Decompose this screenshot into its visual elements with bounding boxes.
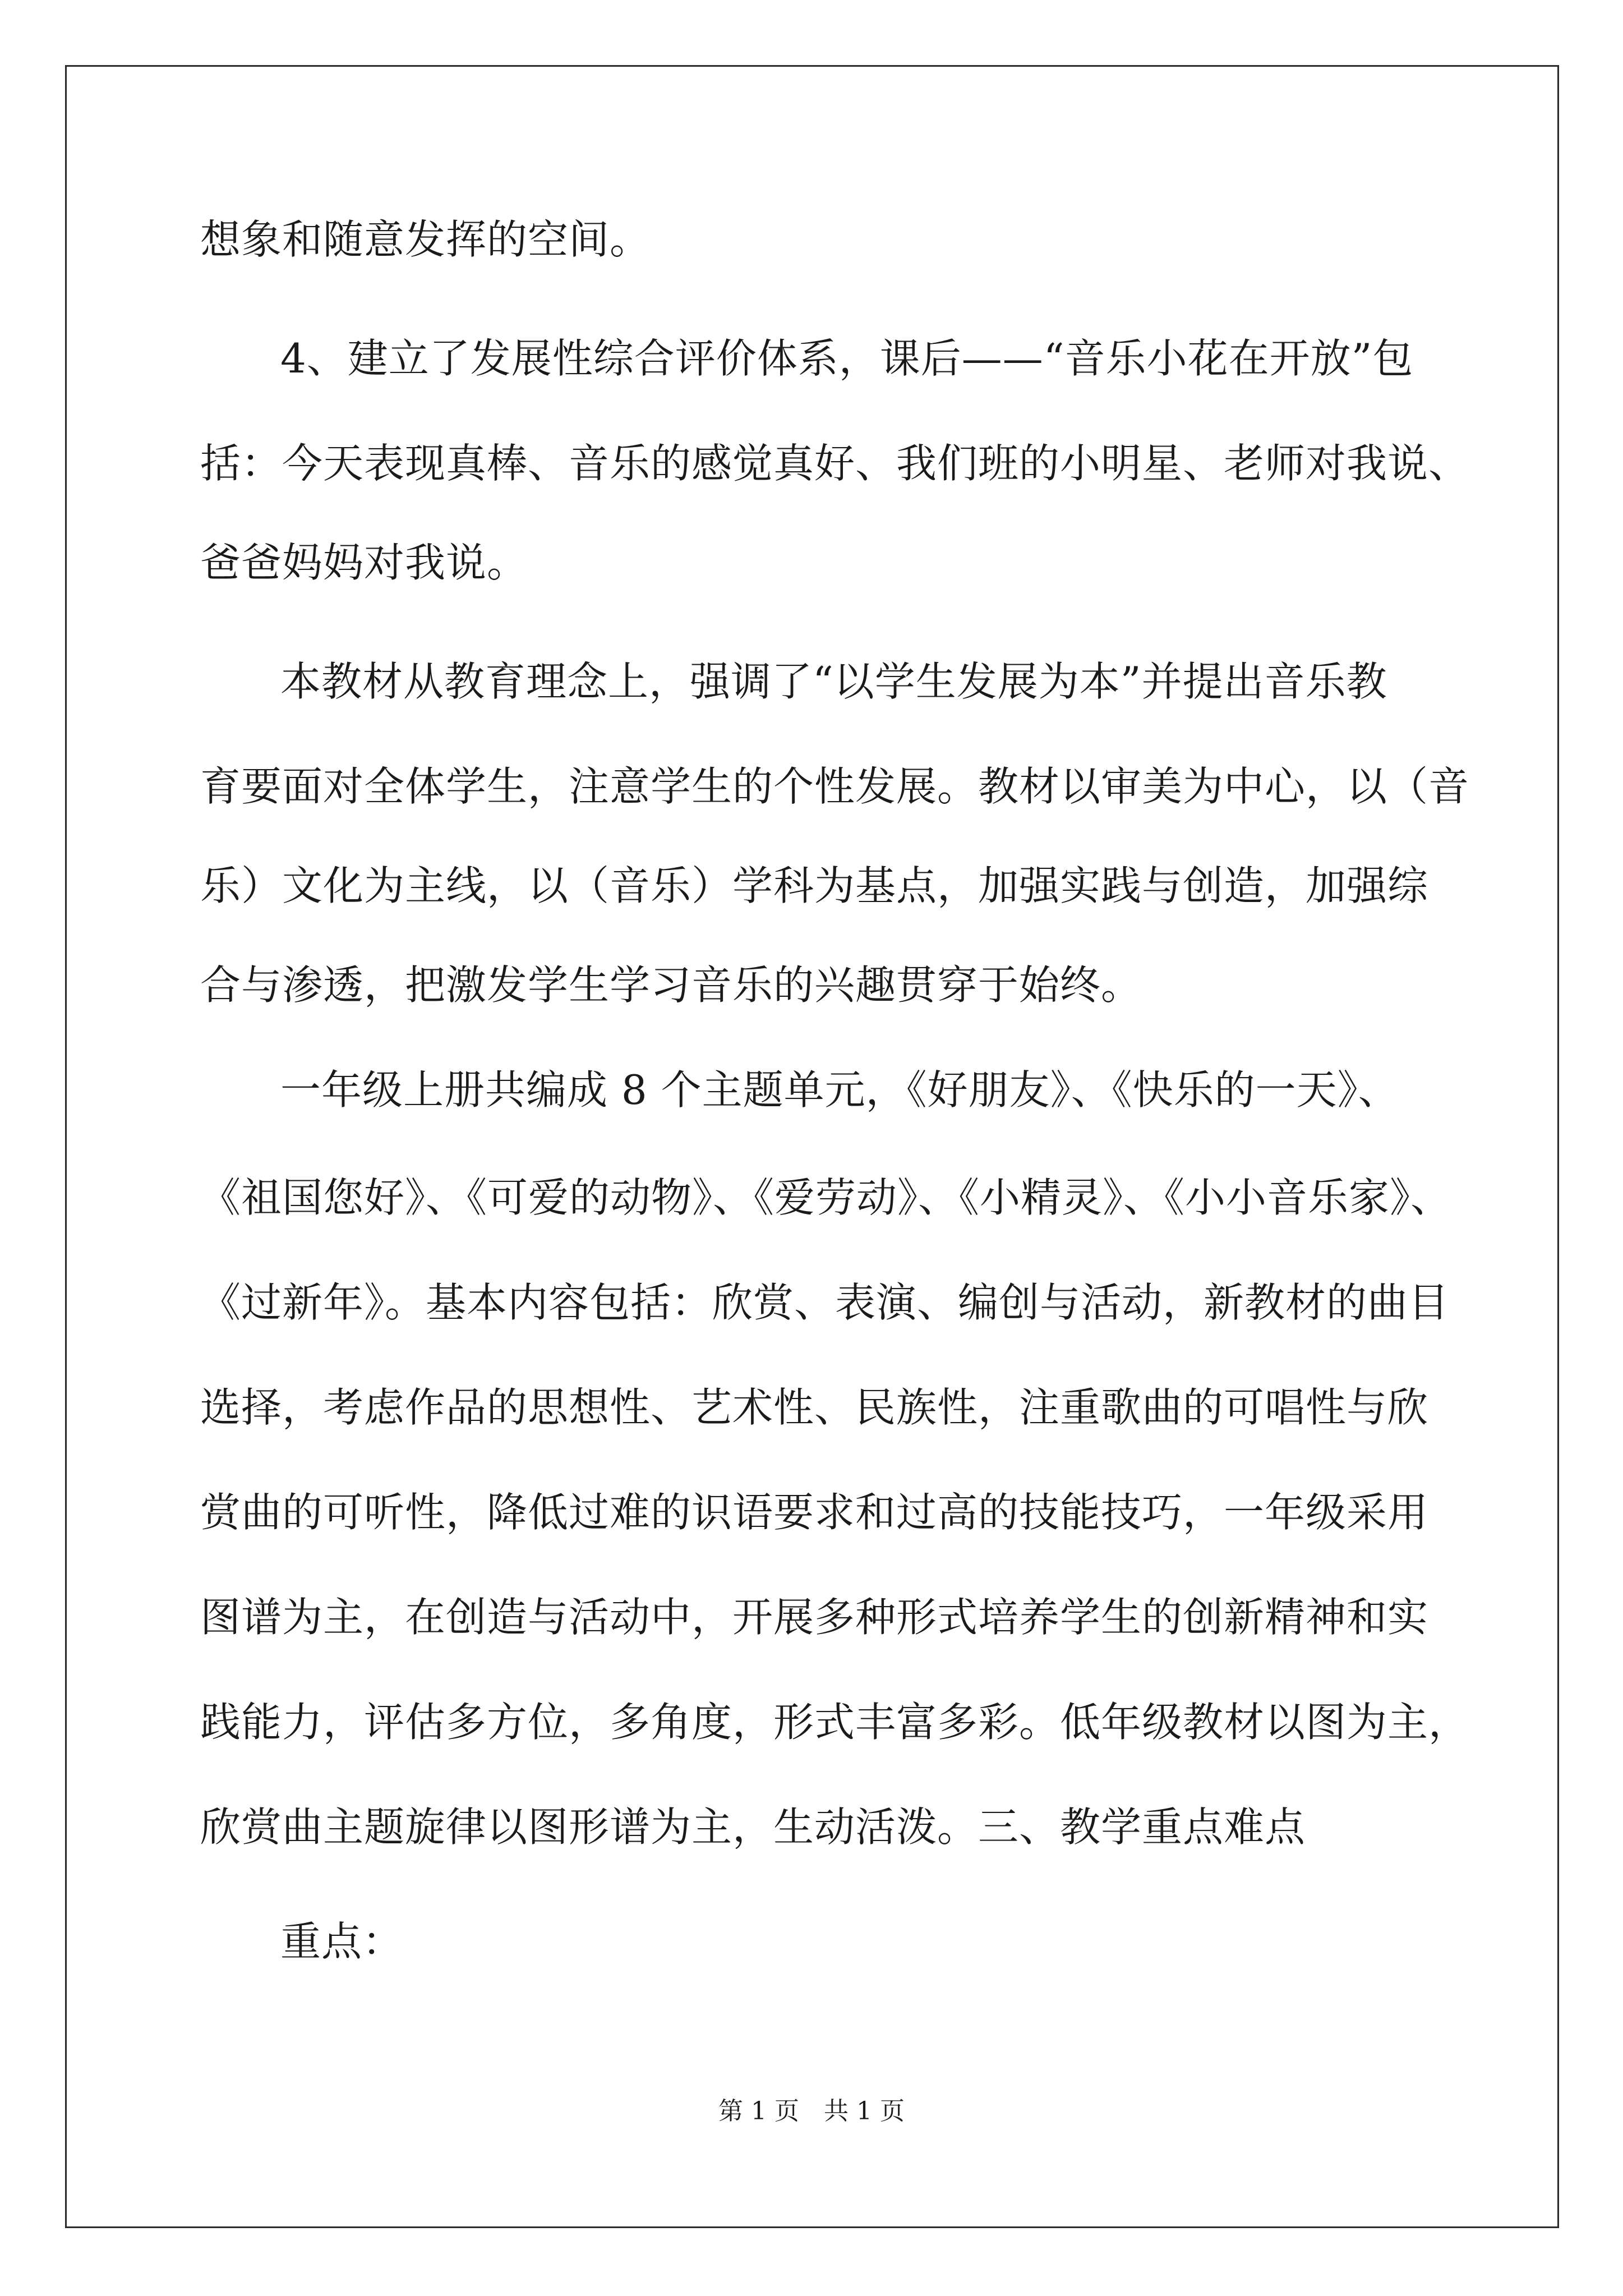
text-line: 赏曲的可听性，降低过难的识语要求和过高的技能技巧，一年级采用	[200, 1489, 1429, 1536]
text-line: 图谱为主，在创造与活动中，开展多种形式培养学生的创新精神和实	[200, 1594, 1429, 1641]
text-line: 重点：	[280, 1918, 404, 1965]
text-line: 4、建立了发展性综合评价体系，课后——“音乐小花在开放”包	[280, 335, 1414, 382]
page-border	[65, 65, 1559, 2228]
text-line: 爸爸妈妈对我说。	[200, 539, 528, 586]
text-line: 育要面对全体学生，注意学生的个性发展。教材以审美为中心，以（音	[200, 763, 1470, 810]
text-line: 欣赏曲主题旋律以图形谱为主，生动活泼。三、教学重点难点	[200, 1803, 1306, 1851]
text-line: 括：今天表现真棒、音乐的感觉真好、我们班的小明星、老师对我说、	[200, 440, 1470, 487]
text-line: 《过新年》。基本内容包括：欣赏、表演、编创与活动，新教材的曲目	[200, 1279, 1450, 1326]
text-line: 选择，考虑作品的思想性、艺术性、民族性，注重歌曲的可唱性与欣	[200, 1384, 1429, 1431]
text-line: 《祖国您好》、《可爱的动物》、《爱劳动》、《小精灵》、《小小音乐家》、	[200, 1174, 1452, 1221]
text-line: 合与渗透，把激发学生学习音乐的兴趣贯穿于始终。	[200, 961, 1142, 1009]
text-line: 践能力，评估多方位，多角度，形式丰富多彩。低年级教材以图为主，	[200, 1699, 1470, 1746]
text-line: 本教材从教育理念上，强调了“以学生发展为本”并提出音乐教	[280, 658, 1387, 705]
page-footer: 第 1 页 共 1 页	[718, 2097, 905, 2125]
text-line: 乐）文化为主线，以（音乐）学科为基点，加强实践与创造，加强综	[200, 862, 1429, 909]
text-line: 一年级上册共编成 8 个主题单元，《好朋友》、《快乐的一天》、	[280, 1066, 1399, 1114]
text-line: 想象和随意发挥的空间。	[200, 216, 651, 263]
